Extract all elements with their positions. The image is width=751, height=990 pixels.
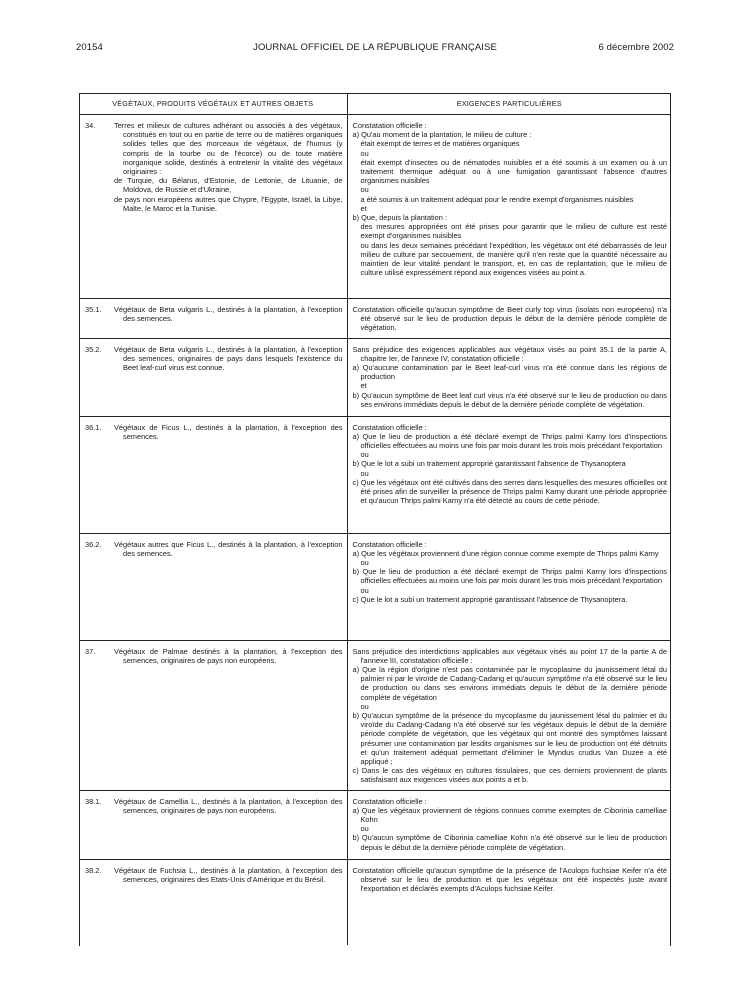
requirement-text: c) Que le lot a subi un traitement approprié garantissant l'absence de Thysanoptera.: [352, 594, 628, 604]
object-text: de Turquie, du Bélarus, d'Estonie, de Lettonie, de Lituanie, de Moldova, de Russie et d'Ukraine,: [114, 176, 343, 195]
object-cell: [109, 299, 347, 339]
object-text: Végétaux de Palmae destinés à la plantation, à l'exception des semences, originaires de pays non européens.: [114, 646, 343, 665]
row-number: 36.1.: [79, 416, 109, 533]
requirement-text: a) Qu'au moment de la plantation, le milieu de culture :: [352, 130, 532, 140]
table-row: [79, 299, 671, 339]
requirement-text: a) Qu'aucune contamination par le Beet leaf-curl virus n'a été connue dans les régions de production: [352, 363, 667, 382]
object-text: Végétaux de Fuchsia L., destinés à la plantation, à l'exception des semences, originaires des Etats-Unis d'Amérique et du Brésil.: [114, 865, 343, 884]
requirement-text: Constatation officielle :: [352, 539, 427, 549]
requirements-cell: [347, 640, 671, 790]
requirement-text: ou: [360, 185, 369, 195]
table-row: [79, 416, 671, 533]
row-number: 35.2.: [79, 338, 109, 416]
requirements-table: [79, 93, 671, 909]
object-cell: [109, 859, 347, 909]
requirement-text: ou: [360, 701, 369, 711]
page-number: 20154: [76, 42, 103, 53]
requirement-text: des mesures appropriées ont été prises pour garantir que le milieu de culture est resté exempt d'organismes nuisibles: [360, 222, 667, 241]
object-cell: [109, 338, 347, 416]
requirement-text: a) Que la région d'origine n'est pas contaminée par le mycoplasme du jaunissement létal du palmier ni par le viroïde de Cadang-Cadang et qu'aucun symptôme n'a été observé sur le lieu de production ou dans ses environs immédiats depuis le début de la dernière période complète de végétation: [352, 665, 667, 702]
row-number: 34.: [85, 121, 96, 130]
requirement-text: a) Que le lieu de production a été déclaré exempt de Thrips palmi Karny lors d'inspections officielles effectuées au moins une fois par mois durant les trois mois précédant l'exportation: [352, 431, 667, 451]
column-header-objects: VÉGÉTAUX, PRODUITS VÉGÉTAUX ET AUTRES OBJETS: [79, 93, 347, 115]
requirement-text: Constatation officielle :: [352, 422, 427, 432]
requirement-text: c) Dans le cas des végétaux en cultures tissulaires, que ces derniers proviennent de plants satisfaisant aux exigences visées aux points a et b.: [352, 766, 667, 785]
table-row: [79, 533, 671, 640]
requirement-text: ou: [360, 148, 369, 158]
row-number: 36.2.: [79, 533, 109, 640]
object-text: Terres et milieux de cultures adhérant ou associés à des végétaux, constitués en tout ou en partie de terre ou de matières organiques solides telles que des morceaux de végétaux, de l'humus (y compris de la tourbe ou de l'écorce) ou de toute matière inorganique solide, destinés à entretenir la vitalité des végétaux originaires :: [114, 121, 343, 177]
requirement-text: ou: [360, 585, 369, 595]
requirement-text: a été soumis à un traitement adéquat pour le rendre exempt d'organismes nuisibles: [360, 194, 634, 204]
requirements-cell: [347, 115, 671, 299]
requirement-text: Constatation officielle qu'aucun symptôme de la présence de l'Aculops fuchsiae Keifer n'a été observé sur le lieu de production et que les végétaux ont été inspectés juste avant l'exportation et déclarés exempts d'Aculops fuchsiae Keifer.: [352, 865, 667, 894]
requirements-cell: [347, 790, 671, 859]
object-cell: [109, 416, 347, 533]
table-row: [79, 790, 671, 859]
requirements-cell: [347, 338, 671, 416]
object-cell: [109, 640, 347, 790]
object-text: de pays non européens autres que Chypre, l'Egypte, Israël, la Libye, Malte, le Maroc et la Tunisie.: [114, 194, 343, 213]
requirement-text: a) Que les végétaux proviennent d'une région connue comme exempte de Thrips palmi Karny: [352, 548, 659, 558]
requirement-text: b) Que, depuis la plantation :: [352, 213, 447, 223]
column-header-requirements: EXIGENCES PARTICULIÈRES: [347, 93, 671, 115]
object-text: Végétaux de Ficus L., destinés à la plantation, à l'exception des semences.: [114, 422, 343, 441]
requirement-text: était exempt d'insectes ou de nématodes nuisibles et a été soumis à un examen ou à un traitement thermique adéquat ou à une fumigation garantissant l'absence d'autres organismes nuisibles: [360, 157, 667, 186]
requirement-text: Constatation officielle :: [352, 121, 427, 130]
row-number: 38.2.: [79, 859, 109, 909]
requirements-cell: [347, 533, 671, 640]
requirement-text: était exempt de terres et de matières organiques: [360, 139, 520, 149]
row-number: 37.: [79, 640, 109, 790]
row-number: 35.1.: [79, 299, 109, 339]
table-row: [79, 859, 671, 909]
requirement-text: b) Qu'aucun symptôme de Beet leaf curl virus n'a été observé sur le lieu de production ou dans ses environs immédiats depuis le début de la dernière période complète de végétation.: [352, 390, 667, 409]
row-number: 38.1.: [79, 790, 109, 859]
requirement-text: Sans préjudice des interdictions applicables aux végétaux visés au point 17 de la partie A de l'annexe III, constatation officielle :: [352, 646, 667, 665]
object-text: Végétaux de Camellia L., destinés à la plantation, à l'exception des semences, originaires de pays non européens.: [114, 796, 343, 815]
requirement-text: b) Qu'aucun symptôme de Ciborinia camelliae Kohn n'a été observé sur le lieu de production depuis le début de la dernière période complète de végétation.: [352, 833, 667, 852]
requirement-text: ou dans les deux semaines précédant l'expédition, les végétaux ont été débarrassés de leur milieu de culture par secouement, de manière qu'il n'en reste que la quantité nécessaire au maintien de leur vitalité pendant le transport, et, en cas de replantation, que le milieu de culture utilisé expressément répond aux exigences visées au point a.: [360, 240, 667, 278]
requirement-text: ou: [360, 558, 369, 568]
object-cell: [109, 533, 347, 640]
requirements-cell: [347, 299, 671, 339]
table-row: [79, 115, 671, 299]
table-row: [79, 338, 671, 416]
requirements-cell: [347, 416, 671, 533]
requirement-text: b) Que le lieu de production a été déclaré exempt de Thrips palmi Karny lors d'inspections officielles effectuées au moins une fois par mois durant les trois mois précédant l'exportation: [352, 567, 667, 586]
requirement-text: Constatation officielle :: [352, 796, 427, 806]
journal-title: JOURNAL OFFICIEL DE LA RÉPUBLIQUE FRANÇAISE: [253, 42, 497, 53]
object-text: Végétaux de Beta vulgaris L., destinés à la plantation, à l'exception des semences, originaires de pays dans lesquels l'existence du Beet leaf-curl virus est connue.: [114, 344, 343, 373]
requirement-text: Constatation officielle qu'aucun symptôme de Beet curly top virus (isolats non européens) n'a été observé sur le lieu de production depuis le début de la dernière période complète de végétation.: [352, 305, 667, 333]
requirement-text: Sans préjudice des exigences applicables aux végétaux visés au point 35.1 de la partie A, chapitre Ier, de l'annexe IV, constatation officielle :: [352, 344, 667, 363]
requirement-text: et: [360, 381, 367, 391]
requirement-text: b) Qu'aucun symptôme de la présence du mycoplasme du jaunissement létal du palmier et du viroïde du Cadang-Cadang n'a été observé sur les végétaux depuis le début de la dernière période complète de végétation, que les végétaux qui ont montré des symptômes laissant présumer une contamination par lesdits organismes sur le lieu de production ont été détruits et qu'un traitement adéquat permettant d'éliminer le Myndus crudus Van Duzee a été appliqué ;: [352, 711, 667, 767]
object-cell: [109, 115, 347, 299]
requirement-text: ou: [360, 450, 369, 460]
page-header: [76, 42, 674, 56]
object-cell: [109, 790, 347, 859]
object-text: Végétaux autres que Ficus L., destinés à la plantation, à l'exception des semences.: [114, 539, 343, 558]
requirement-text: ou: [360, 824, 369, 834]
requirement-text: et: [360, 203, 367, 213]
table-header-row: [79, 93, 671, 115]
requirement-text: c) Que les végétaux ont été cultivés dans des serres dans lesquelles des mesures officielles ont été prises afin de surveiller la présence de Thrips palmi Karny durant une période appropriée et qu'aucun Thrips palmi Karny n'a été détecté au cours de cette période.: [352, 477, 667, 506]
requirement-text: b) Que le lot a subi un traitement approprié garantissant l'absence de Thysanoptera: [352, 459, 626, 469]
publication-date: 6 décembre 2002: [598, 42, 674, 53]
requirement-text: a) Que les végétaux proviennent de régions connues comme exemptes de Ciborinia camelliae Kohn: [352, 805, 667, 825]
object-text: Végétaux de Beta vulgaris L., destinés à la plantation, à l'exception des semences.: [114, 305, 343, 324]
requirement-text: ou: [360, 468, 369, 478]
requirements-cell: [347, 859, 671, 909]
table-row: [79, 640, 671, 790]
